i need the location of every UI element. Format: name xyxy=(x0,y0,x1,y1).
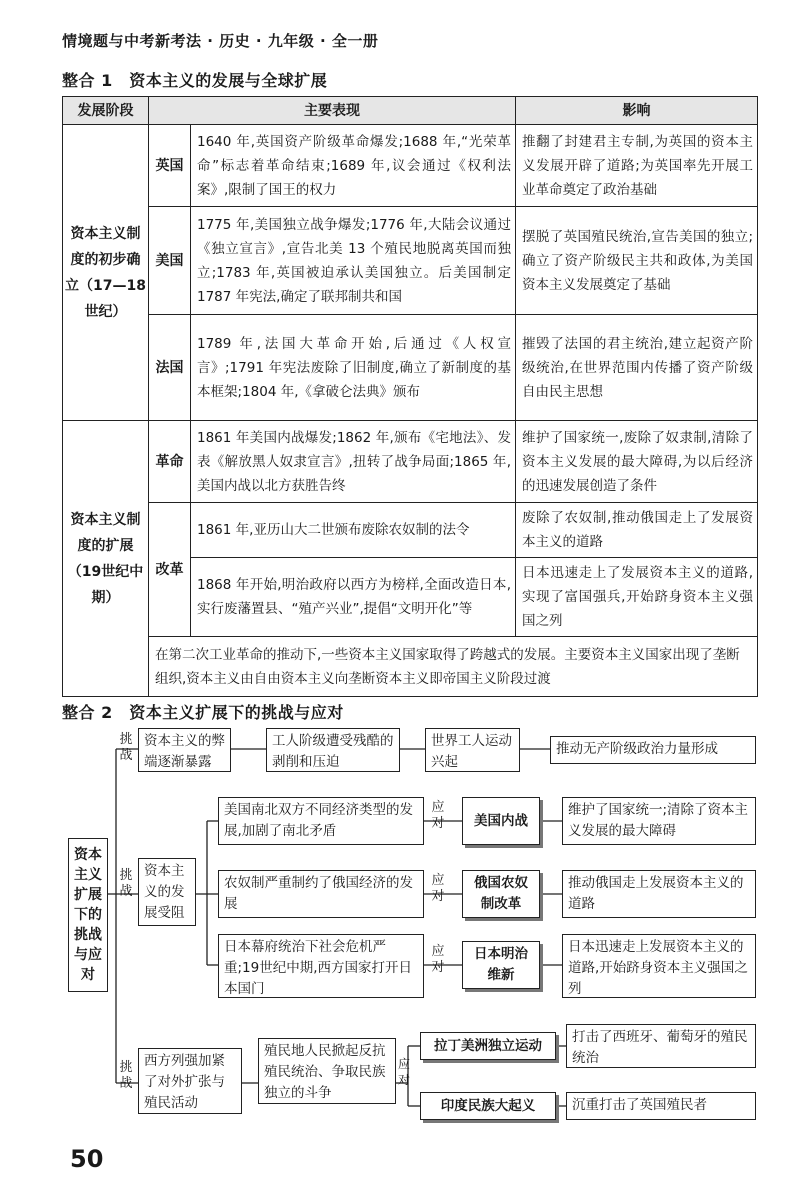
response-label: 应对 xyxy=(431,944,445,975)
challenge-label: 挑战 xyxy=(119,1060,133,1091)
category-cell: 改革 xyxy=(149,503,191,637)
cause-box: 工人阶级遭受残酷的剥削和压迫 xyxy=(266,728,400,772)
impact-cell: 维护了国家统一,废除了奴隶制,清除了资本主义发展的最大障碍,为以后经济的迅速发展创造了条件 xyxy=(516,421,758,503)
main-cell: 1789 年,法国大革命开始,后通过《人权宣言》;1791 年宪法废除了旧制度,确立了新制度的基本框架;1804 年,《拿破仑法典》颁布 xyxy=(191,315,516,421)
section2-title: 整合 2 资本主义扩展下的挑战与应对 xyxy=(62,703,344,722)
challenge-box: 资本主义的弊端逐渐暴露 xyxy=(138,728,231,772)
impact-cell: 推翻了封建君主专制,为英国的资本主义发展开辟了道路;为英国率先开展工业革命奠定了政治基础 xyxy=(516,125,758,207)
cause-box: 美国南北双方不同经济类型的发展,加剧了南北矛盾 xyxy=(218,797,424,845)
country-cell: 英国 xyxy=(149,125,191,207)
main-cell: 1868 年开始,明治政府以西方为榜样,全面改造日本,实行废藩置县、“殖产兴业”,提倡“文明开化”等 xyxy=(191,558,516,637)
main-cell: 1775 年,美国独立战争爆发;1776 年,大陆会议通过《独立宣言》,宣告北美 13 个殖民地脱离英国而独立;1783 年,英国被迫承认美国独立。后美国制定 1787 年宪法,确定了联邦制共和国 xyxy=(191,207,516,315)
page-number: 50 xyxy=(70,1145,104,1173)
country-cell: 法国 xyxy=(149,315,191,421)
col-header-main: 主要表现 xyxy=(149,97,516,125)
impact-cell: 摆脱了英国殖民统治,宣告美国的独立;确立了资产阶级民主共和政体,为美国资本主义发展奠定了基础 xyxy=(516,207,758,315)
cause-box: 殖民地人民掀起反抗殖民统治、争取民族独立的斗争 xyxy=(258,1038,396,1104)
cause-box: 日本幕府统治下社会危机严重;19世纪中期,西方国家打开日本国门 xyxy=(218,934,424,998)
result-box: 日本迅速走上发展资本主义的道路,开始跻身资本主义强国之列 xyxy=(562,934,756,998)
diagram-root: 资本主义扩展下的挑战与应对 xyxy=(68,838,108,992)
stage-cell: 资本主义制度的扩展（19世纪中期） xyxy=(63,421,149,697)
impact-cell: 废除了农奴制,推动俄国走上了发展资本主义的道路 xyxy=(516,503,758,558)
country-cell: 美国 xyxy=(149,207,191,315)
result-box: 推动无产阶级政治力量形成 xyxy=(550,736,756,764)
challenge-label: 挑战 xyxy=(119,732,133,763)
main-cell: 1861 年,亚历山大二世颁布废除农奴制的法令 xyxy=(191,503,516,558)
page-header: 情境题与中考新考法 · 历史 · 九年级 · 全一册 xyxy=(62,32,379,50)
result-box: 推动俄国走上发展资本主义的道路 xyxy=(562,870,756,918)
impact-cell: 日本迅速走上了发展资本主义的道路,实现了富国强兵,开始跻身资本主义强国之列 xyxy=(516,558,758,637)
response-label: 应对 xyxy=(431,800,445,831)
col-header-impact: 影响 xyxy=(516,97,758,125)
event-box: 日本明治维新 xyxy=(462,941,540,989)
challenge-box: 西方列强加紧了对外扩张与殖民活动 xyxy=(138,1048,242,1114)
result-box: 沉重打击了英国殖民者 xyxy=(566,1092,756,1120)
response-label: 应对 xyxy=(431,873,445,904)
cause-box: 农奴制严重制约了俄国经济的发展 xyxy=(218,870,424,918)
event-box: 印度民族大起义 xyxy=(420,1092,556,1120)
section1-title: 整合 1 资本主义的发展与全球扩展 xyxy=(62,71,328,90)
col-header-stage: 发展阶段 xyxy=(63,97,149,125)
event-box: 俄国农奴制改革 xyxy=(462,870,540,918)
event-box: 美国内战 xyxy=(462,797,540,845)
event-box: 世界工人运动兴起 xyxy=(425,728,520,772)
challenge-box: 资本主义的发展受阻 xyxy=(138,858,196,926)
summary-cell: 在第二次工业革命的推动下,一些资本主义国家取得了跨越式的发展。主要资本主义国家出现了垄断组织,资本主义由自由资本主义向垄断资本主义即帝国主义阶段过渡 xyxy=(149,637,758,697)
event-box: 拉丁美洲独立运动 xyxy=(420,1032,556,1060)
response-label: 应对 xyxy=(398,1057,411,1087)
category-cell: 革命 xyxy=(149,421,191,503)
result-box: 维护了国家统一;清除了资本主义发展的最大障碍 xyxy=(562,797,756,845)
stage-cell: 资本主义制度的初步确立（17—18世纪） xyxy=(63,125,149,421)
challenge-label: 挑战 xyxy=(119,868,133,899)
main-cell: 1640 年,英国资产阶级革命爆发;1688 年,“光荣革命”标志着革命结束;1689 年,议会通过《权利法案》,限制了国王的权力 xyxy=(191,125,516,207)
impact-cell: 摧毁了法国的君主统治,建立起资产阶级统治,在世界范围内传播了资产阶级自由民主思想 xyxy=(516,315,758,421)
main-cell: 1861 年美国内战爆发;1862 年,颁布《宅地法》、发表《解放黑人奴隶宣言》,扭转了战争局面;1865 年,美国内战以北方获胜告终 xyxy=(191,421,516,503)
result-box: 打击了西班牙、葡萄牙的殖民统治 xyxy=(566,1024,756,1068)
